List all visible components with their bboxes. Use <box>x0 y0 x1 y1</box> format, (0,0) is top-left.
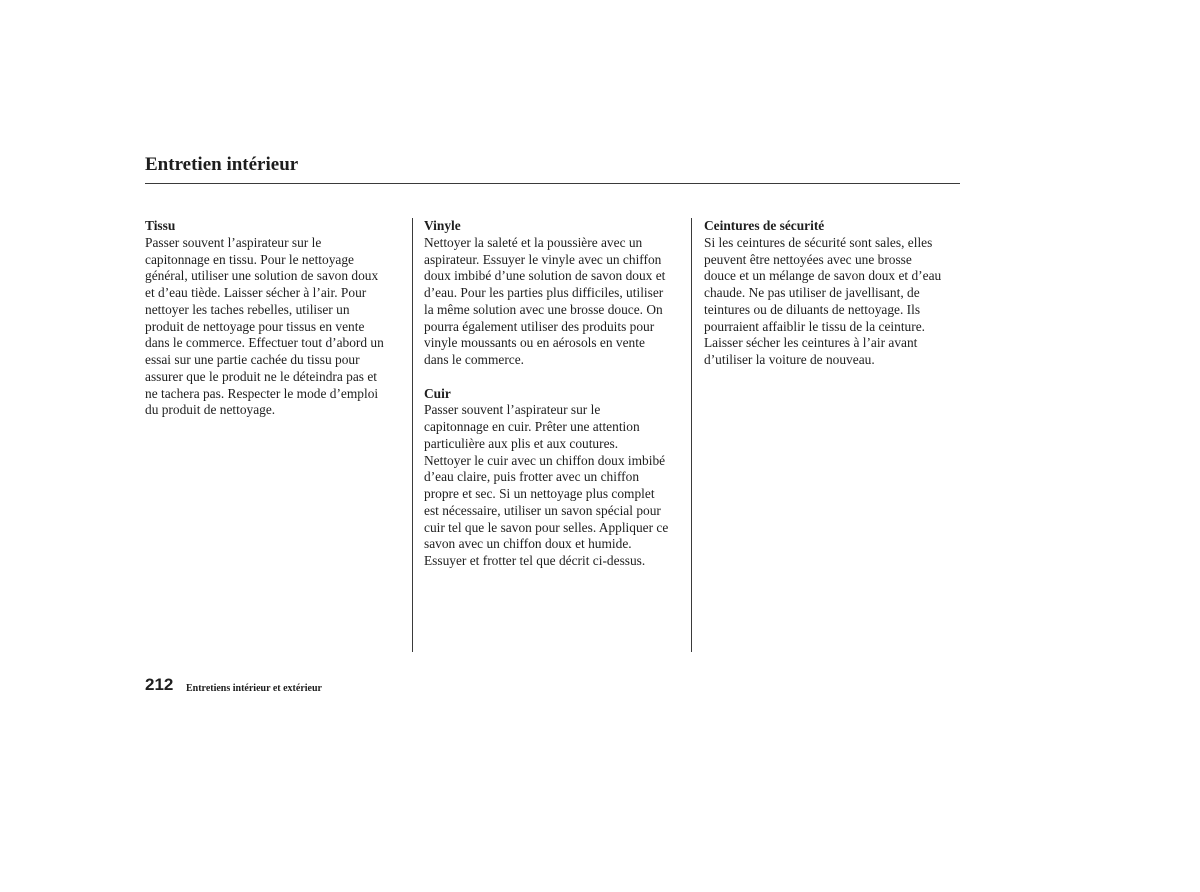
text-line: Si les ceintures de sécurité sont sales, elles <box>704 234 933 250</box>
section-heading-ceintures: Ceintures de sécurité <box>704 218 825 233</box>
text-line: cuir tel que le savon pour selles. Appliquer ce <box>424 519 669 535</box>
text-line: douce et un mélange de savon doux et d’eau <box>704 268 942 284</box>
text-line: savon avec un chiffon doux et humide. <box>424 536 632 552</box>
text-line: est nécessaire, utiliser un savon spécial pour <box>424 502 661 518</box>
text-line: teintures ou de diluants de nettoyage. Ils <box>704 301 921 317</box>
text-line: dans le commerce. <box>424 352 525 367</box>
text-line: Essuyer et frotter tel que décrit ci-dessus. <box>424 553 646 568</box>
text-line: produit de nettoyage pour tissus en vente <box>145 318 365 334</box>
text-line: et d’eau tiède. Laisser sécher à l’air. Pour <box>145 285 367 300</box>
text-line: capitonnage en tissu. Pour le nettoyage <box>145 251 354 267</box>
text-line: Passer souvent l’aspirateur sur le <box>145 234 322 250</box>
text-line: pourra également utiliser des produits pour <box>424 318 655 334</box>
section-heading-cuir: Cuir <box>424 385 451 401</box>
text-line: peuvent être nettoyées avec une brosse <box>704 251 912 267</box>
text-line: assurer que le produit ne le déteindra pas et <box>145 368 378 384</box>
section-heading-vinyle: Vinyle <box>424 218 461 233</box>
text-line: propre et sec. Si un nettoyage plus complet <box>424 486 655 501</box>
text-line: nettoyer les taches rebelles, utiliser un <box>145 301 350 317</box>
column-divider-1 <box>412 218 413 652</box>
text-line: d’eau claire, puis frotter avec un chiffon <box>424 469 640 485</box>
text-line: Nettoyer le cuir avec un chiffon doux imbibé <box>424 452 666 468</box>
column-divider-2 <box>691 218 692 652</box>
text-line: général, utiliser une solution de savon doux <box>145 268 379 284</box>
section-spacer <box>424 369 686 386</box>
text-line: Nettoyer la saleté et la poussière avec un <box>424 234 643 250</box>
text-line: du produit de nettoyage. <box>145 402 276 418</box>
text-line: essai sur une partie cachée du tissu pour <box>145 352 360 367</box>
text-line: particulière aux plis et aux coutures. <box>424 435 619 451</box>
page-title: Entretien intérieur <box>145 154 299 175</box>
text-line: dans le commerce. Effectuer tout d’abord un <box>145 335 384 351</box>
text-line: aspirateur. Essuyer le vinyle avec un chiffon <box>424 251 662 267</box>
column-vinyle-cuir <box>424 218 686 570</box>
text-line: d’utiliser la voiture de nouveau. <box>704 352 875 367</box>
text-line: doux imbibé d’une solution de savon doux et <box>424 268 666 284</box>
page-number: 212 <box>145 675 174 694</box>
text-line: Passer souvent l’aspirateur sur le <box>424 402 601 418</box>
text-line: pourraient affaiblir le tissu de la ceinture. <box>704 318 925 334</box>
section-heading-tissu: Tissu <box>145 218 176 233</box>
text-line: vinyle moussants ou en aérosols en vente <box>424 335 645 351</box>
text-line: chaude. Ne pas utiliser de javellisant, de <box>704 285 920 300</box>
title-divider <box>145 183 960 184</box>
text-line: la même solution avec une brosse douce. On <box>424 301 663 317</box>
text-line: d’eau. Pour les parties plus difficiles, utiliser <box>424 285 664 300</box>
text-line: Laisser sécher les ceintures à l’air avant <box>704 335 918 351</box>
footer-section-title: Entretiens intérieur et extérieur <box>186 683 322 694</box>
text-line: ne tachera pas. Respecter le mode d’emploi <box>145 385 379 401</box>
text-line: capitonnage en cuir. Prêter une attention <box>424 419 640 434</box>
column-ceintures <box>704 218 966 369</box>
column-tissu <box>145 218 407 419</box>
